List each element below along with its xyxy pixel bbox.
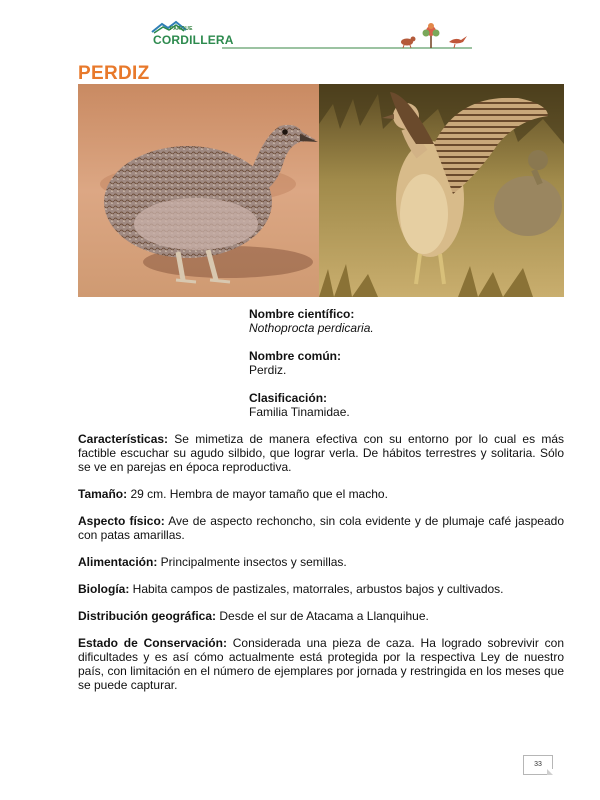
classification-block [249, 391, 549, 419]
common-name-value: Perdiz. [249, 363, 287, 377]
scientific-name-block [249, 307, 549, 335]
section-aspecto-fisico [78, 514, 564, 542]
section-label: Tamaño: [78, 487, 128, 501]
section-text: Considerada una pieza de caza. Ha logrado sobrevivir con dificultades y es así cómo actualmente está protegida por la respectiva Ley de nuestro país, con limitación en el número de ejemplares por jornada y restringida en los meses que se puede capturar. [78, 636, 564, 692]
photo-right-perdiz [319, 84, 564, 297]
classification-label: Clasificación: [249, 391, 328, 405]
logo-main-text: CORDILLERA [153, 33, 234, 47]
scientific-name-label: Nombre científico: [249, 307, 355, 321]
section-label: Aspecto físico: [78, 514, 165, 528]
section-label: Características: [78, 432, 169, 446]
parque-cordillera-logo [150, 20, 234, 50]
section-text: Habita campos de pastizales, matorrales, arbustos bajos y cultivados. [129, 582, 504, 596]
logo-small-text: PARQUE [170, 26, 193, 32]
section-text: Se mimetiza de manera efectiva con su entorno por lo cual es más factible escuchar su agudo silbido, que lograr verla. De hábitos terrestres y solitaria. Sólo se ve en parejas en época reproductiva. [78, 432, 564, 474]
animals-tree-illustration-icon [395, 22, 475, 50]
section-label: Biología: [78, 582, 130, 596]
section-text: 29 cm. Hembra de mayor tamaño que el macho. [127, 487, 388, 501]
section-distribucion [78, 609, 564, 623]
species-info [249, 307, 549, 433]
section-label: Distribución geográfica: [78, 609, 217, 623]
section-caracteristicas [78, 432, 564, 474]
perdiz-photos [78, 84, 564, 297]
section-estado-conservacion [78, 636, 564, 692]
section-biologia [78, 582, 564, 596]
common-name-label: Nombre común: [249, 349, 342, 363]
page-header [150, 20, 475, 52]
photo-left-perdiz [78, 84, 319, 297]
section-label: Alimentación: [78, 555, 158, 569]
section-text: Desde el sur de Atacama a Llanquihue. [216, 609, 429, 623]
section-text: Principalmente insectos y semillas. [157, 555, 347, 569]
section-text: Ave de aspecto rechoncho, sin cola evidente y de plumaje café jaspeado con patas amarillas. [78, 514, 564, 542]
classification-value: Familia Tinamidae. [249, 405, 350, 419]
scientific-name-value: Nothoprocta perdicaria. [249, 321, 374, 335]
section-alimentacion [78, 555, 564, 569]
section-tamano [78, 487, 564, 501]
page-title: PERDIZ [78, 63, 150, 84]
species-description [78, 432, 564, 705]
bird-photographs [78, 84, 564, 297]
page-number: 33 [523, 755, 553, 775]
common-name-block [249, 349, 549, 377]
section-label: Estado de Conservación: [78, 636, 227, 650]
